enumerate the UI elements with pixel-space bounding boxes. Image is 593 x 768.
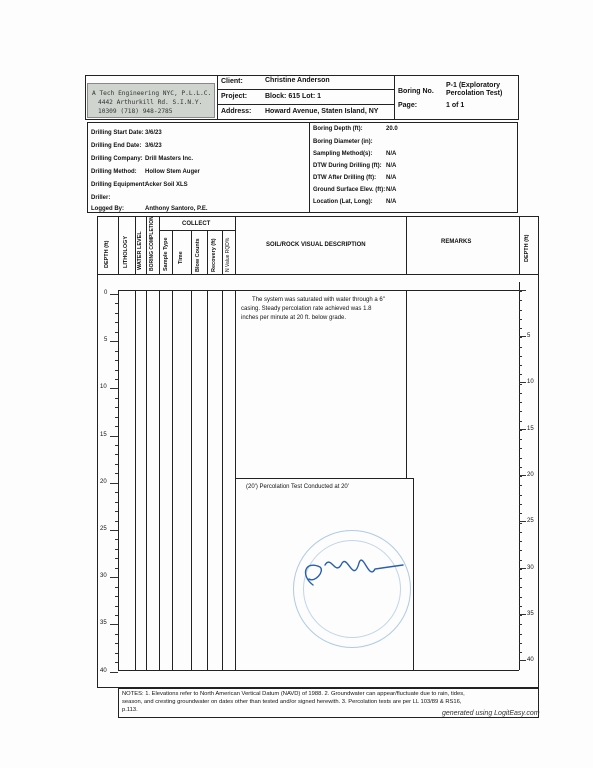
depth-minor-tick-left: [115, 332, 118, 333]
depth-tick-left: [110, 436, 118, 437]
depth-label-right: 5: [527, 333, 531, 339]
depth-minor-tick-left: [115, 596, 118, 597]
depth-minor-tick-left: [115, 322, 118, 323]
signature: [295, 545, 410, 595]
depth-label-left: 20: [100, 478, 107, 485]
depth-minor-tick-left: [115, 313, 118, 314]
page-value: 1 of 1: [446, 102, 465, 109]
description-text-line2: casing. Steady percolation rate achieved was 1.8: [241, 306, 372, 312]
depth-minor-tick-left: [115, 606, 118, 607]
depth-label-left: 0: [104, 290, 108, 296]
depth-label-left: 35: [100, 620, 107, 627]
elevation-label: Ground Surface Elev. (ft):: [313, 187, 386, 193]
client-value: Christine Anderson: [265, 77, 330, 84]
depth-tick-left: [110, 530, 118, 531]
col-description: SOIL/ROCK VISUAL DESCRIPTION: [266, 242, 366, 248]
depth-minor-tick-right: [519, 411, 522, 412]
boring-label: Boring No.: [398, 88, 434, 95]
depth-minor-tick-right: [519, 356, 522, 357]
depth-minor-tick-right: [519, 532, 522, 533]
depth-minor-tick-right: [519, 606, 522, 607]
depth-minor-tick-left: [115, 521, 118, 522]
project-value: Block: 615 Lot: 1: [265, 93, 322, 100]
depth-minor-tick-right: [519, 643, 522, 644]
depth-minor-tick-left: [115, 558, 118, 559]
depth-minor-tick-left: [115, 549, 118, 550]
col-depth-right: DEPTH (ft): [524, 234, 530, 262]
client-label: Client:: [221, 78, 243, 85]
depth-minor-tick-right: [519, 504, 522, 505]
depth-label-right: 10: [527, 379, 534, 386]
logged-value: Anthony Santoro, P.E.: [145, 206, 208, 212]
dtw-after-label: DTW After Drilling (ft):: [313, 175, 377, 181]
footer-generated: generated using LogitEasy.com: [442, 710, 540, 717]
depth-label-right: 25: [527, 518, 534, 525]
depth-minor-tick-left: [115, 502, 118, 503]
depth-minor-tick-right: [519, 291, 522, 292]
depth-tick-left: [110, 388, 118, 389]
elevation-value: N/A: [386, 187, 397, 193]
depth-minor-tick-right: [519, 624, 522, 625]
notes-line1: NOTES: 1. Elevations refer to North American Vertical Datum (NAVD) of 1988. 2. Groundwater can appear/fluctuate due to rain, tides,: [122, 691, 465, 697]
depth-minor-tick-right: [519, 569, 522, 570]
depth-minor-tick-right: [519, 402, 522, 403]
depth-minor-tick-right: [519, 523, 522, 524]
depth-tick-left: [110, 294, 118, 295]
company-label: Drilling Company:: [91, 156, 143, 162]
depth-tick-left: [110, 577, 118, 578]
depth-minor-tick-right: [519, 337, 522, 338]
driller-label: Driller:: [91, 195, 111, 201]
depth-tick-left: [110, 672, 118, 673]
col-boring-completion: BORING COMPLETION: [149, 216, 155, 271]
depth-minor-tick-left: [115, 426, 118, 427]
col-lithology: LITHOLOGY: [123, 235, 129, 268]
depth-minor-tick-left: [115, 539, 118, 540]
depth-minor-tick-right: [519, 541, 522, 542]
depth-minor-tick-right: [519, 300, 522, 301]
depth-minor-tick-right: [519, 615, 522, 616]
firm-phone: 10309 (718) 948-2785: [98, 108, 173, 115]
depth-label-left: 15: [100, 431, 107, 438]
firm-name: A Tech Engineering NYC, P.L.L.C.: [92, 90, 212, 97]
dtw-after-value: N/A: [386, 175, 397, 181]
depth-minor-tick-left: [115, 407, 118, 408]
address-label: Address:: [221, 108, 252, 115]
sampling-label: Sampling Method(s):: [313, 151, 373, 157]
company-value: Drill Masters Inc.: [145, 156, 194, 162]
col-water-level: WATER LEVEL: [137, 231, 143, 270]
sampling-value: N/A: [386, 151, 397, 157]
logged-label: Logged By:: [91, 206, 124, 212]
start-date-value: 3/6/23: [145, 130, 162, 136]
depth-minor-tick-right: [519, 319, 522, 320]
col-sample-type: Sample Type: [163, 237, 169, 271]
firm-stamp: [87, 83, 215, 118]
depth-minor-tick-right: [519, 430, 522, 431]
depth-minor-tick-right: [519, 439, 522, 440]
end-date-label: Drilling End Date:: [91, 143, 142, 149]
notes-line2: season, and cresting groundwater on dates other than tested and/or signed herewith. 3. Percolation tests are per LL 103/89 & RS16,: [122, 699, 462, 705]
depth-label-left: 25: [100, 526, 107, 532]
depth-minor-tick-right: [519, 634, 522, 635]
depth-minor-tick-left: [115, 473, 118, 474]
depth-minor-tick-right: [519, 495, 522, 496]
boring-depth-value: 20.0: [386, 126, 398, 132]
boring-diameter-label: Boring Diameter (in):: [313, 139, 373, 145]
method-label: Drilling Method:: [91, 169, 137, 175]
boring-depth-label: Boring Depth (ft):: [313, 126, 363, 132]
depth-minor-tick-left: [115, 454, 118, 455]
depth-minor-tick-right: [519, 421, 522, 422]
depth-minor-tick-right: [519, 587, 522, 588]
depth-label-right: 15: [527, 425, 534, 432]
depth-label-left: 10: [100, 384, 107, 391]
equipment-label: Drilling Equipment:: [91, 182, 147, 188]
depth-label-right: 30: [527, 564, 534, 571]
dtw-during-label: DTW During Drilling (ft):: [313, 163, 382, 169]
depth-minor-tick-right: [519, 476, 522, 477]
depth-minor-tick-right: [519, 652, 522, 653]
depth-tick-right: [519, 660, 526, 661]
depth-minor-tick-left: [115, 568, 118, 569]
address-value: Howard Avenue, Staten Island, NY: [265, 108, 379, 115]
project-label: Project:: [221, 93, 248, 100]
depth-label-left: 40: [100, 667, 107, 674]
depth-minor-tick-left: [115, 643, 118, 644]
col-n-value: N Value RQD%: [225, 237, 231, 272]
depth-minor-tick-right: [519, 467, 522, 468]
depth-minor-tick-right: [519, 458, 522, 459]
depth-minor-tick-right: [519, 310, 522, 311]
col-depth: DEPTH (ft): [104, 240, 110, 268]
depth-minor-tick-right: [519, 448, 522, 449]
depth-minor-tick-right: [519, 384, 522, 385]
dtw-during-value: N/A: [386, 163, 397, 169]
col-time: Time: [178, 251, 184, 264]
start-date-label: Drilling Start Date:: [91, 130, 144, 136]
col-blow-counts: Blow Counts: [195, 238, 201, 272]
equipment-value: Acker Soil XLS: [145, 182, 188, 188]
depth-minor-tick-right: [519, 550, 522, 551]
depth-minor-tick-left: [115, 303, 118, 304]
depth-minor-tick-left: [115, 370, 118, 371]
depth-label-left: 5: [104, 337, 108, 344]
depth-minor-tick-right: [519, 365, 522, 366]
depth-minor-tick-left: [115, 653, 118, 654]
depth-minor-tick-right: [519, 513, 522, 514]
depth-minor-tick-right: [519, 560, 522, 561]
method-value: Hollow Stem Auger: [145, 169, 200, 175]
depth-minor-tick-left: [115, 662, 118, 663]
depth-minor-tick-left: [115, 464, 118, 465]
depth-label-right: 20: [527, 471, 534, 478]
depth-minor-tick-left: [115, 511, 118, 512]
notes-line3: p.113.: [122, 707, 138, 713]
depth-label-right: 35: [527, 610, 534, 617]
boring-value: P-1 (Exploratory: [446, 82, 501, 89]
depth-minor-tick-left: [115, 360, 118, 361]
depth-tick-left: [110, 483, 118, 484]
depth-minor-tick-left: [115, 615, 118, 616]
depth-minor-tick-left: [115, 417, 118, 418]
col-remarks: REMARKS: [441, 239, 472, 245]
depth-label-right: 40: [527, 657, 534, 664]
depth-minor-tick-right: [519, 347, 522, 348]
depth-minor-tick-left: [115, 398, 118, 399]
depth-minor-tick-right: [519, 393, 522, 394]
location-label: Location (Lat, Long):: [313, 199, 373, 205]
boring-value-cont: Percolation Test): [446, 90, 503, 97]
depth-minor-tick-right: [519, 328, 522, 329]
depth-minor-tick-left: [115, 445, 118, 446]
description-text-line1: The system was saturated with water through a 6": [252, 297, 385, 303]
location-value: N/A: [386, 199, 397, 205]
depth-minor-tick-left: [115, 587, 118, 588]
firm-address: 4442 Arthurkill Rd. S.I.N.Y.: [98, 99, 203, 106]
depth-minor-tick-right: [519, 578, 522, 579]
col-recovery: Recovery (ft): [211, 238, 217, 272]
depth-tick-left: [110, 341, 118, 342]
depth-minor-tick-left: [115, 351, 118, 352]
depth-minor-tick-right: [519, 597, 522, 598]
depth-minor-tick-right: [519, 485, 522, 486]
depth-tick-left: [110, 624, 118, 625]
percolation-note: (20') Percolation Test Conducted at 20': [246, 484, 349, 490]
col-collect: COLLECT: [182, 221, 211, 227]
description-text-line3: inches per minute at 20 ft. below grade.: [241, 315, 347, 321]
depth-minor-tick-right: [519, 374, 522, 375]
depth-label-left: 30: [100, 573, 107, 580]
depth-minor-tick-left: [115, 634, 118, 635]
end-date-value: 3/6/23: [145, 143, 162, 149]
depth-minor-tick-left: [115, 379, 118, 380]
depth-minor-tick-left: [115, 492, 118, 493]
page-label: Page:: [398, 102, 418, 109]
